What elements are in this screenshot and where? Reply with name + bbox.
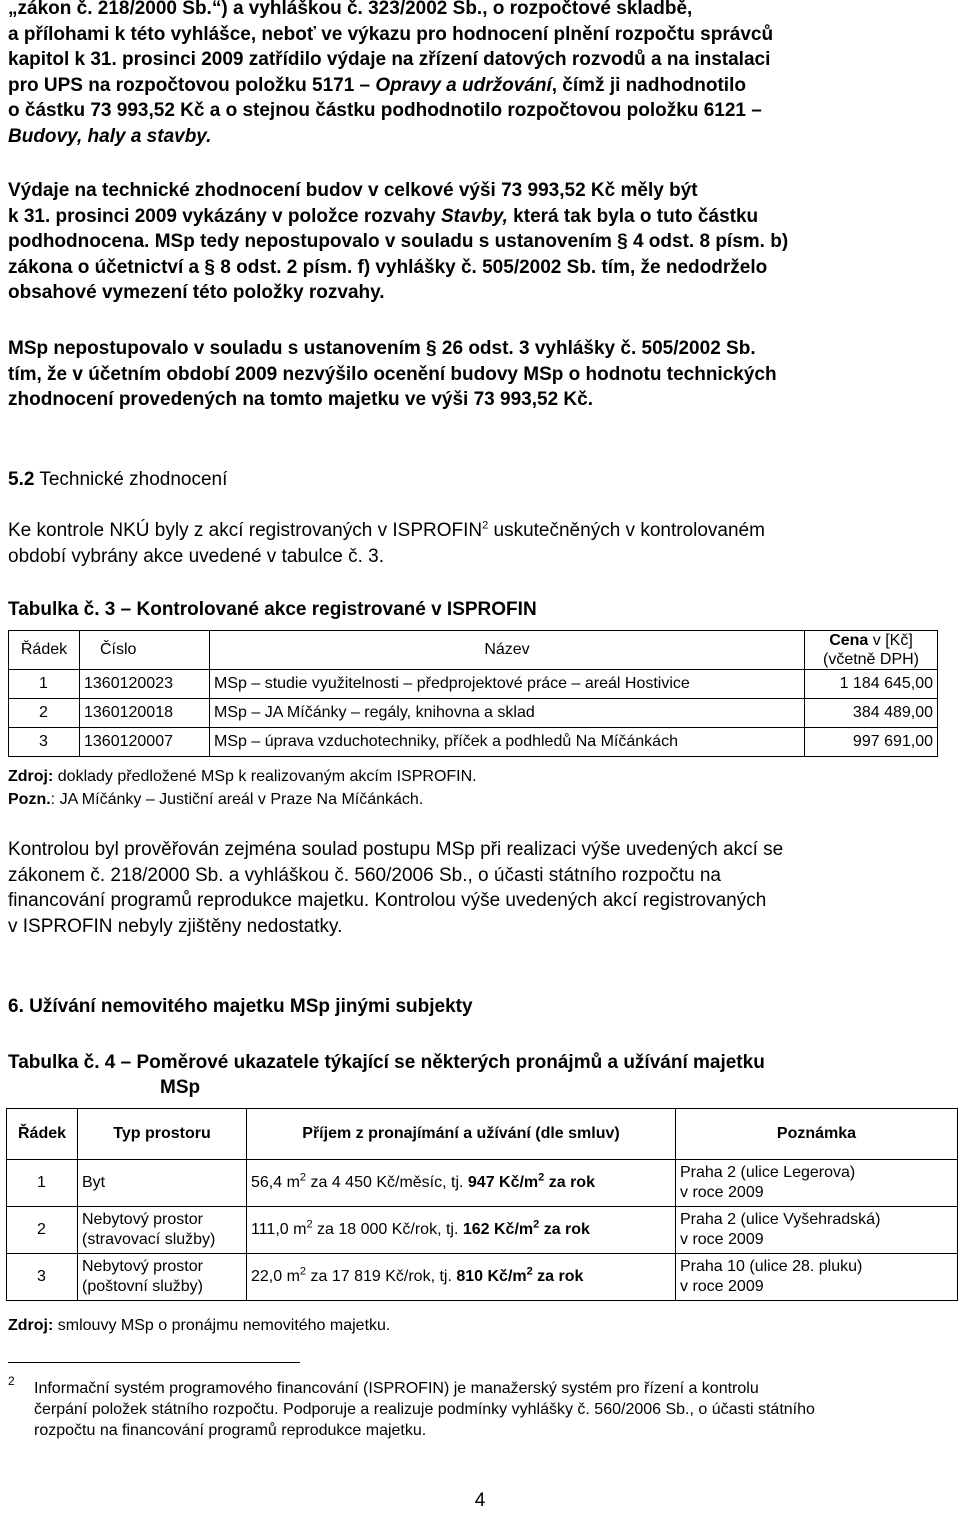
table-cell: MSp – JA Míčánky – regály, knihovna a sklad [210, 699, 805, 728]
section-heading: 5.2 Technické zhodnocení [8, 469, 228, 490]
table-cell: 2 [7, 1207, 78, 1254]
top-paragraph [8, 0, 940, 149]
column-header: Poznámka [676, 1109, 958, 1160]
column-header: Příjem z pronajímání a užívání (dle smluv) [247, 1109, 676, 1160]
table-cell: 1 184 645,00 [805, 670, 938, 699]
text-line: Kontrolou byl prověřován zejména soulad postupu MSp při realizaci výše uvedených akcí se [8, 839, 784, 860]
table-row [7, 1207, 958, 1254]
text-line: v ISPROFIN nebyly zjištěny nedostatky. [8, 915, 343, 937]
paragraph-msp-violation [8, 336, 940, 413]
text-line: MSp nepostupovalo v souladu s ustanovením § 26 odst. 3 vyhlášky č. 505/2002 Sb. [8, 338, 756, 359]
section-paragraph [8, 518, 940, 569]
text-line: pro UPS na rozpočtovou položku 5171 – Opravy a udržování, čímž ji nadhodnotilo [8, 74, 746, 96]
table-cell: Praha 10 (ulice 28. pluku) v roce 2009 [676, 1254, 958, 1301]
column-header: Název [210, 631, 805, 670]
table-row [7, 1160, 958, 1207]
table-cell: 384 489,00 [805, 699, 938, 728]
table-cell: 3 [9, 728, 80, 757]
table-row [9, 728, 938, 757]
table-cell: Nebytový prostor (poštovní služby) [78, 1254, 247, 1301]
table-note: Pozn.: JA Míčánky – Justiční areál v Praze Na Míčánkách. [8, 791, 424, 808]
table-cell: 1360120007 [80, 728, 210, 757]
text-line: „zákon č. 218/2000 Sb.“) a vyhláškou č. 323/2002 Sb., o rozpočtové skladbě, [8, 0, 693, 19]
table-cell: 1 [9, 670, 80, 699]
text-line: obsahové vymezení této položky rozvahy. [8, 282, 385, 303]
text-line: tím, že v účetním období 2009 nezvýšilo ocenění budovy MSp o hodnotu technických [8, 363, 777, 385]
table-caption: Tabulka č. 4 – Poměrové ukazatele týkající se některých pronájmů a užívání majetku MSp [8, 1052, 765, 1098]
text-line: rozpočtu na financování programů reprodukce majetku. [34, 1422, 427, 1439]
footnote-divider [8, 1362, 300, 1363]
paragraph-technical-improvement [8, 178, 940, 306]
text-line: čerpání položek státního rozpočtu. Podporuje a realizuje podmínky vyhlášky č. 560/2006 Sb., o účasti státního [34, 1401, 815, 1418]
column-header: Řádek [9, 631, 80, 670]
table-cell: Praha 2 (ulice Vyšehradská) v roce 2009 [676, 1207, 958, 1254]
text-line: k 31. prosinci 2009 vykázány v položce rozvahy Stavby, která tak byla o tuto částku [8, 205, 759, 227]
text-line: Výdaje na technické zhodnocení budov v celkové výši 73 993,52 Kč měly být [8, 180, 698, 201]
table-cell: 3 [7, 1254, 78, 1301]
rental-indicators-table [6, 1108, 958, 1301]
text-line: zákona o účetnictví a § 8 odst. 2 písm. f) vyhlášky č. 505/2002 Sb. tím, že nedodrželo [8, 256, 768, 278]
controlled-actions-table [8, 630, 938, 757]
text-line: Informační systém programového financování (ISPROFIN) je manažerský systém pro řízení a kontrolu [34, 1380, 759, 1397]
table-cell: 111,0 $m^2$ za 18 000 Kč/rok, tj. 162 $Kč/m^2$ za rok [247, 1207, 676, 1254]
page-number: 4 [474, 1490, 486, 1511]
column-header: Řádek [7, 1109, 78, 1160]
table-row [7, 1254, 958, 1301]
table-row [9, 699, 938, 728]
table-source: Zdroj: doklady předložené MSp k realizovaným akcím ISPROFIN. [8, 768, 477, 785]
table-header-row [9, 631, 938, 670]
column-header: Typ prostoru [78, 1109, 247, 1160]
text-line: období vybrány akce uvedené v tabulce č. 3. [8, 545, 385, 567]
table-cell: MSp – úprava vzduchotechniky, příček a podhledů Na Míčánkách [210, 728, 805, 757]
table-row [9, 670, 938, 699]
table-cell: Nebytový prostor (stravovací služby) [78, 1207, 247, 1254]
text-line: Ke kontrole NKÚ byly z akcí registrovaných v ISPROFIN$^2$ uskutečněných v kontrolovaném [8, 519, 765, 541]
text-line: zhodnocení provedených na tomto majetku ve výši 73 993,52 Kč. [8, 389, 593, 410]
table-cell: Byt [78, 1160, 247, 1207]
table-cell: 1360120023 [80, 670, 210, 699]
table-cell: Praha 2 (ulice Legerova) v roce 2009 [676, 1160, 958, 1207]
table-cell: 1360120018 [80, 699, 210, 728]
control-paragraph [8, 837, 940, 939]
table-source: Zdroj: smlouvy MSp o pronájmu nemovitého majetku. [8, 1317, 391, 1334]
text-line: o částku 73 993,52 Kč a o stejnou částku podhodnotilo rozpočtovou položku 6121 – [8, 100, 762, 121]
footnote-number: 2 [8, 1374, 15, 1388]
table-caption: Tabulka č. 3 – Kontrolované akce registrované v ISPROFIN [8, 599, 537, 620]
footnote [34, 1378, 940, 1441]
text-line: a přílohami k této vyhlášce, neboť ve výkazu pro hodnocení plnění rozpočtu správců [8, 23, 774, 45]
text-line: financování programů reprodukce majetku. Kontrolou výše uvedených akcí registrovaných [8, 890, 767, 911]
table-cell: 1 [7, 1160, 78, 1207]
table-cell: 56,4 $m^2$ za 4 450 Kč/měsíc, tj. 947 $Kč/m^2$ za rok [247, 1160, 676, 1207]
text-line: kapitol k 31. prosinci 2009 zatřídilo výdaje na zřízení datových rozvodů a na instalaci [8, 49, 771, 70]
text-line: podhodnocena. MSp tedy nepostupovalo v souladu s ustanovením § 4 odst. 8 písm. b) [8, 231, 789, 252]
table-cell: MSp – studie využitelnosti – předprojektové práce – areál Hostivice [210, 670, 805, 699]
section-heading: 6. Užívání nemovitého majetku MSp jinými subjekty [8, 996, 473, 1017]
text-line: Budovy, haly a stavby. [8, 125, 212, 147]
column-header: Číslo [80, 631, 210, 670]
table-cell: 22,0 $m^2$ za 17 819 Kč/rok, tj. 810 $Kč/m^2$ za rok [247, 1254, 676, 1301]
column-header: Cena v [Kč] (včetně DPH) [805, 631, 938, 670]
table-header-row [7, 1109, 958, 1160]
text-line: zákonem č. 218/2000 Sb. a vyhláškou č. 560/2006 Sb., o účasti státního rozpočtu na [8, 864, 721, 886]
table-cell: 2 [9, 699, 80, 728]
table-cell: 997 691,00 [805, 728, 938, 757]
